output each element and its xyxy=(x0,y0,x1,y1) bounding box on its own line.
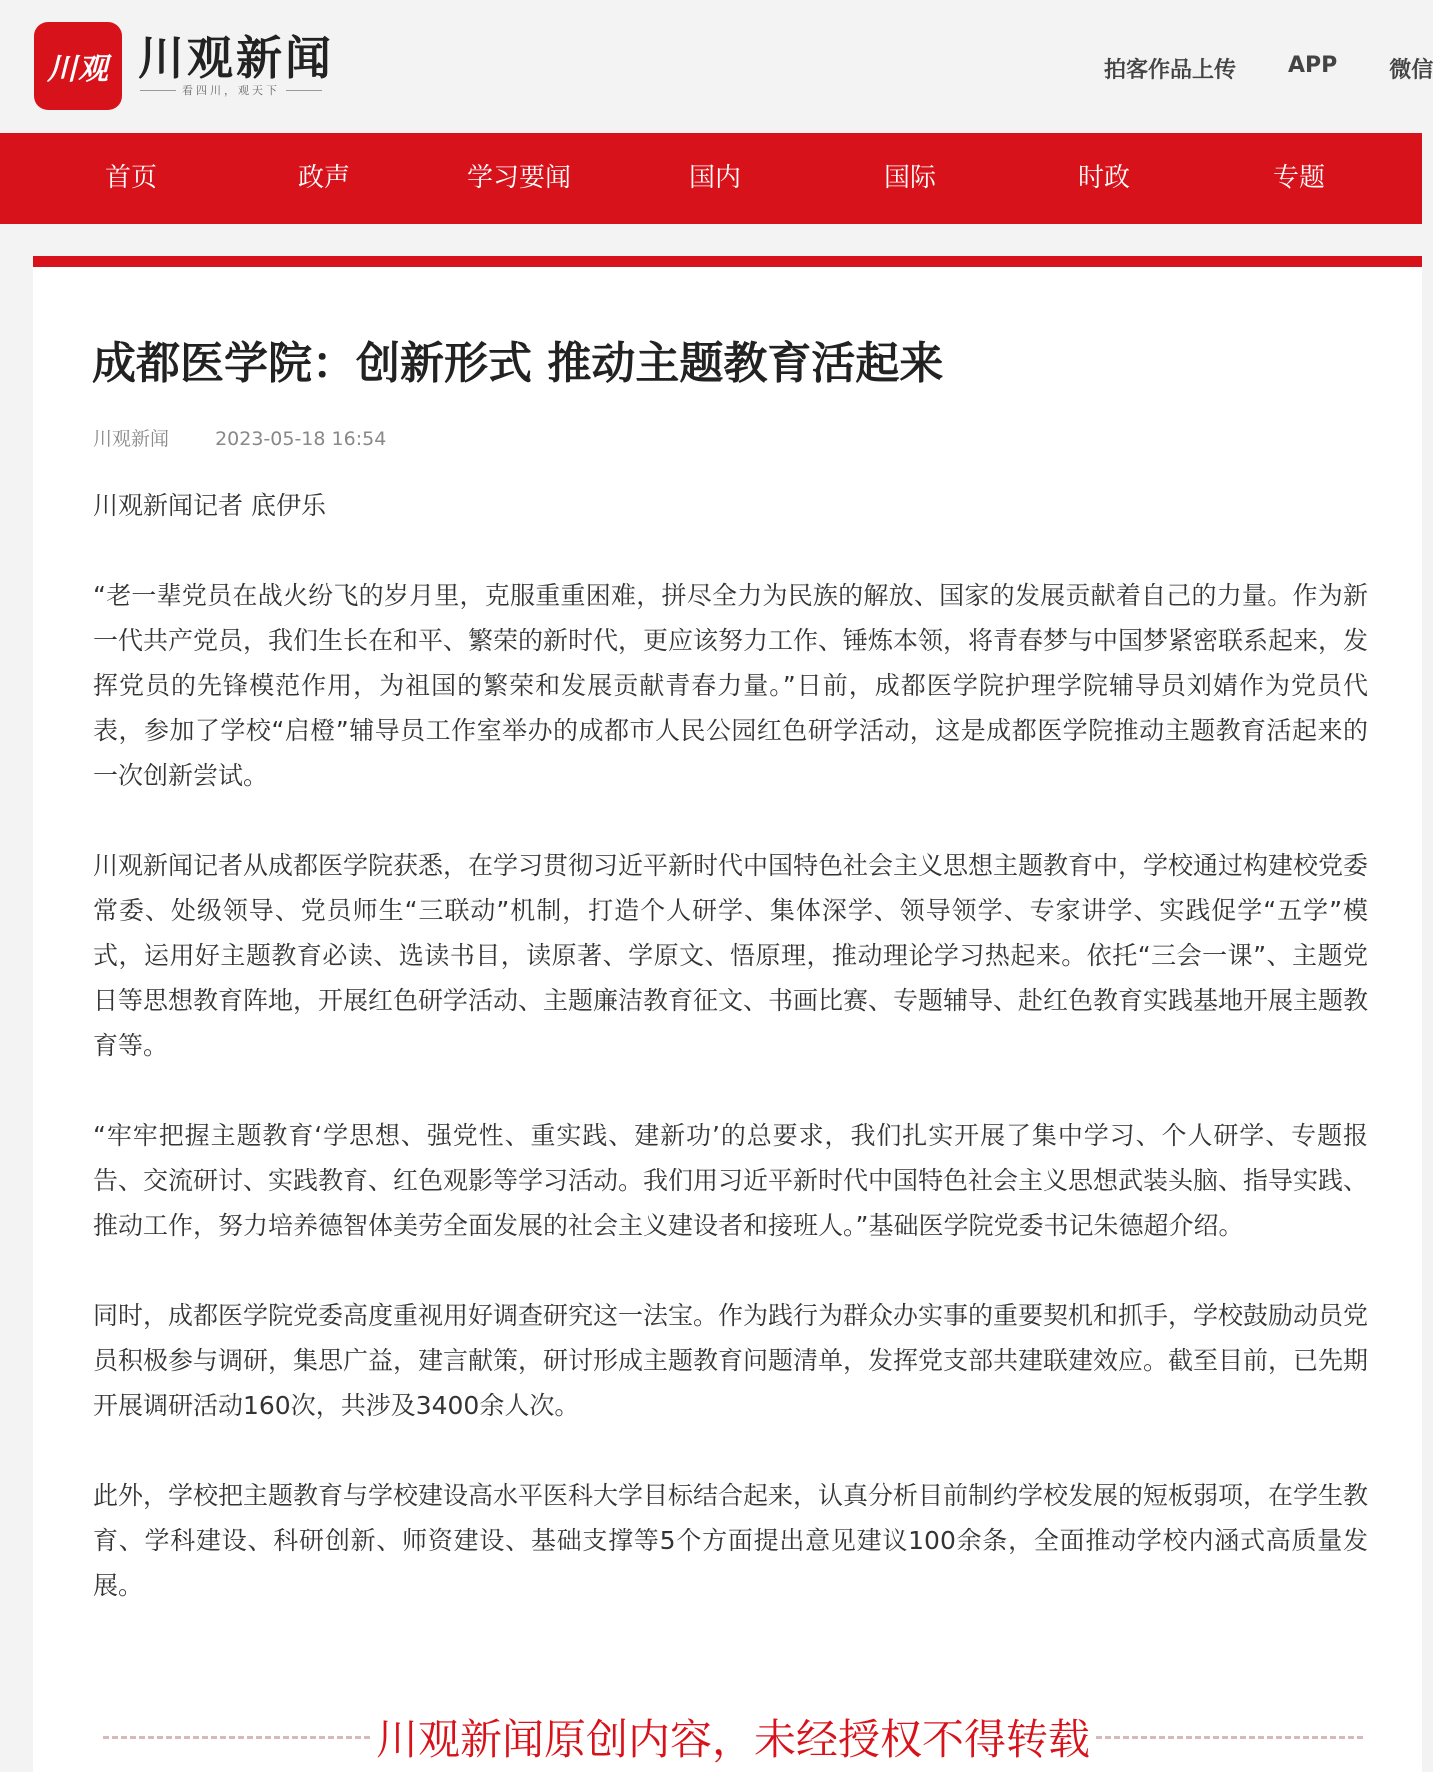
article-byline: 川观新闻记者 底伊乐 xyxy=(93,491,326,520)
copyright-notice xyxy=(103,1707,1363,1767)
logo-badge-text: 川观 xyxy=(47,52,109,87)
site-header xyxy=(0,0,1433,133)
logo-slogan-wrap xyxy=(140,82,322,98)
logo-slogan: 看四川，观天下 xyxy=(182,84,280,97)
article-container xyxy=(33,256,1422,1772)
article-paragraph: 川观新闻记者从成都医学院获悉，在学习贯彻习近平新时代中国特色社会主义思想主题教育中，学校通过构建校党委常委、处级领导、党员师生“三联动”机制，打造个人研学、集体深学、领导领学、专家讲学、实践促学“五学”模式，运用好主题教育必读、选读书目，读原著、学原文、悟原理，推动理论学习热起来。依托“三会一课”、主题党日等思想教育阵地，开展红色研学活动、主题廉洁教育征文、书画比赛、专题辅导、赴红色教育实践基地开展主题教育等。 xyxy=(93,851,1369,1060)
top-link-upload[interactable]: 拍客作品上传 xyxy=(1104,58,1237,83)
article-source: 川观新闻 xyxy=(93,428,170,450)
logo-title[interactable]: 川观新闻 xyxy=(138,31,334,85)
copyright-text: 川观新闻原创内容，未经授权不得转载 xyxy=(376,1715,1091,1764)
main-nav xyxy=(0,133,1422,224)
slogan-divider-right xyxy=(286,90,322,91)
nav-item-international[interactable]: 国际 xyxy=(884,163,937,193)
article-paragraph: 同时，成都医学院党委高度重视用好调查研究这一法宝。作为践行为群众办实事的重要契机和抓手，学校鼓励动员党员积极参与调研，集思广益，建言献策，研讨形成主题教育问题清单，发挥党支部共建联建效应。截至目前，已先期开展调研活动160次，共涉及3400余人次。 xyxy=(93,1301,1369,1420)
article-date: 2023-05-18 16:54 xyxy=(215,428,387,450)
article-paragraph: “老一辈党员在战火纷飞的岁月里，克服重重困难，拼尽全力为民族的解放、国家的发展贡献着自己的力量。作为新一代共产党员，我们生长在和平、繁荣的新时代，更应该努力工作、锤炼本领，将青春梦与中国梦紧密联系起来，发挥党员的先锋模范作用，为祖国的繁荣和发展贡献青春力量。”日前，成都医学院护理学院辅导员刘婧作为党员代表，参加了学校“启橙”辅导员工作室举办的成都市人民公园红色研学活动，这是成都医学院推动主题教育活起来的一次创新尝试。 xyxy=(93,581,1369,790)
nav-item-politics[interactable]: 时政 xyxy=(1078,163,1131,193)
slogan-divider-left xyxy=(140,90,176,91)
nav-item-domestic[interactable]: 国内 xyxy=(689,163,742,193)
copyright-divider-left xyxy=(103,1736,370,1739)
article-meta xyxy=(93,424,386,451)
nav-item-zhengsheng[interactable]: 政声 xyxy=(298,163,351,193)
top-link-app[interactable]: APP xyxy=(1288,53,1338,78)
article-paragraph: “牢牢把握主题教育‘学思想、强党性、重实践、建新功’的总要求，我们扎实开展了集中学习、个人研学、专题报告、交流研讨、实践教育、红色观影等学习活动。我们用习近平新时代中国特色社会主义思想武装头脑、指导实践、推动工作，努力培养德智体美劳全面发展的社会主义建设者和接班人。”基础医学院党委书记朱德超介绍。 xyxy=(93,1121,1369,1240)
nav-item-study-news[interactable]: 学习要闻 xyxy=(467,163,572,193)
top-links xyxy=(1104,53,1433,84)
article-title: 成都医学院：创新形式 推动主题教育活起来 xyxy=(92,338,944,389)
article-paragraph: 此外，学校把主题教育与学校建设高水平医科大学目标结合起来，认真分析目前制约学校发展的短板弱项，在学生教育、学科建设、科研创新、师资建设、基础支撑等5个方面提出意见建议100余条，全面推动学校内涵式高质量发展。 xyxy=(93,1481,1369,1600)
logo-badge[interactable] xyxy=(34,22,122,110)
nav-item-home[interactable]: 首页 xyxy=(105,163,158,193)
copyright-divider-right xyxy=(1096,1736,1363,1739)
nav-item-special[interactable]: 专题 xyxy=(1273,163,1326,193)
article-body xyxy=(93,483,1368,1653)
top-link-wechat[interactable]: 微信 xyxy=(1389,58,1433,83)
